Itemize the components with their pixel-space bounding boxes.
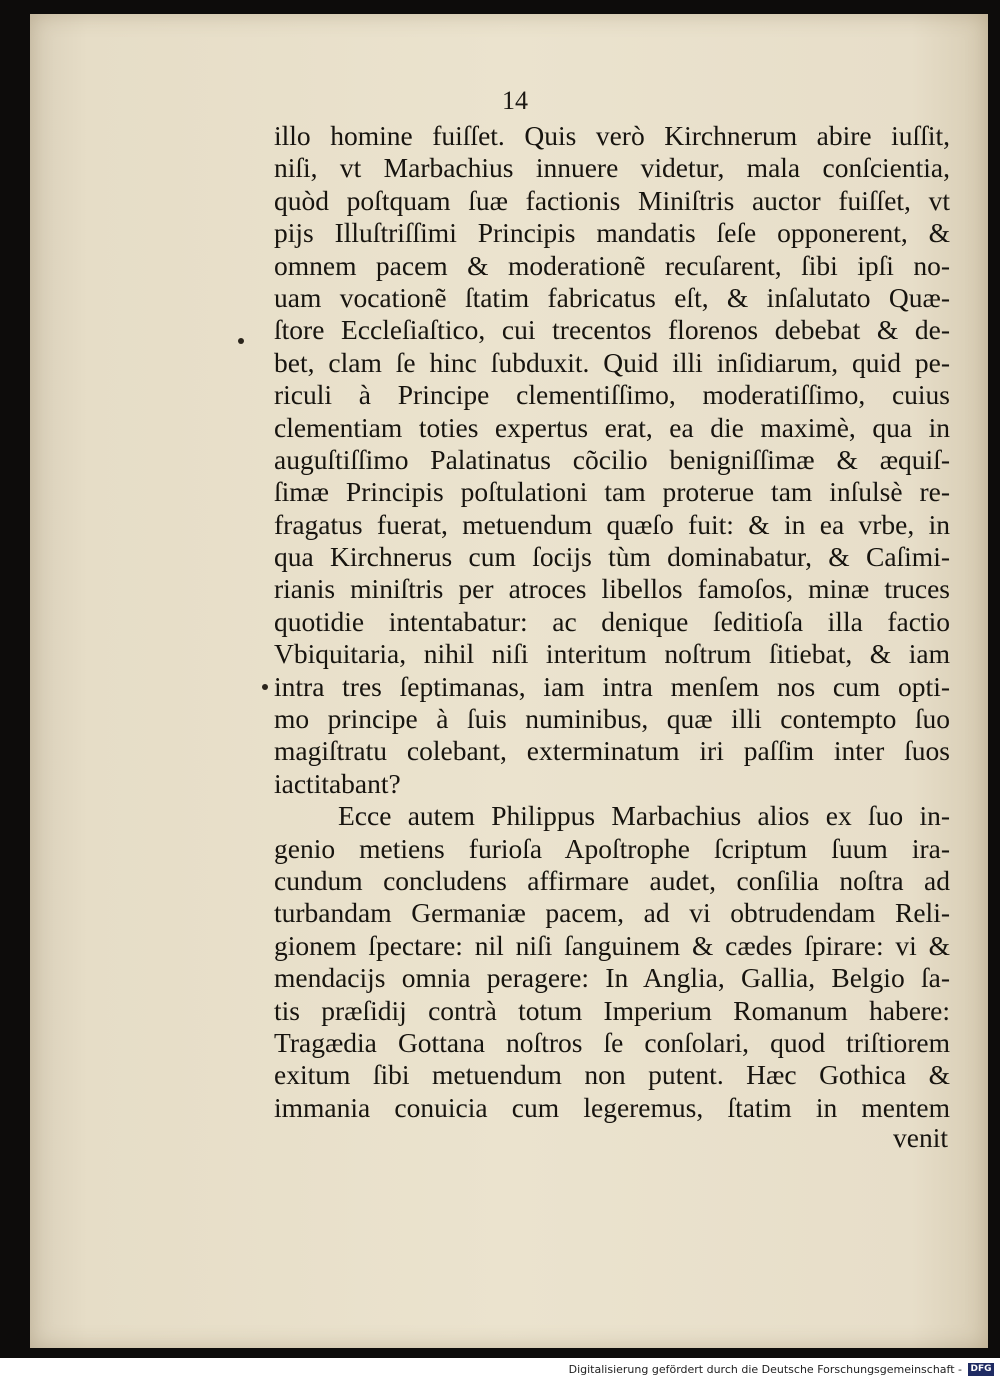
text-line: Tragædia Gottana noſtros ſe conſolari, quod triſtiorem	[274, 1026, 950, 1058]
margin-mark	[262, 684, 268, 690]
body-text	[274, 120, 950, 1124]
text-line: gionem ſpectare: nil niſi ſanguinem & cædes ſpirare: vi &	[274, 929, 950, 961]
text-line: mendacijs omnia peragere: In Anglia, Gallia, Belgio ſa-	[274, 962, 950, 994]
margin-mark	[238, 338, 244, 344]
text-line: niſi, vt Marbachius innuere videtur, mala conſcientia,	[274, 152, 950, 184]
text-line: Vbiquitaria, nihil niſi interitum noſtrum ſitiebat, & iam	[274, 638, 950, 670]
text-line: rianis miniſtris per atroces libellos famoſos, minæ truces	[274, 573, 950, 605]
text-line: turbandam Germaniæ pacem, ad vi obtrudendam Reli-	[274, 897, 950, 929]
text-line: omnem pacem & moderationẽ recuſarent, ſibi ipſi no-	[274, 249, 950, 281]
text-line: clementiam toties expertus erat, ea die maximè, qua in	[274, 411, 950, 443]
text-line: quòd poſtquam ſuæ factionis Miniſtris auctor fuiſſet, vt	[274, 184, 950, 216]
text-line: quotidie intentabatur: ac denique ſeditioſa illa factio	[274, 605, 950, 637]
text-line: ſimæ Principis poſtulationi tam proterue tam inſulsè re-	[274, 476, 950, 508]
text-line: uam vocationẽ ſtatim fabricatus eſt, & inſalutato Quæ-	[274, 281, 950, 313]
text-line: cundum concludens affirmare audet, conſilia noſtra ad	[274, 864, 950, 896]
text-line: riculi à Principe clementiſſimo, moderatiſſimo, cuius	[274, 379, 950, 411]
text-line: intra tres ſeptimanas, iam intra menſem nos cum opti-	[274, 670, 950, 702]
paragraph-start-line: Ecce autem Philippus Marbachius alios ex ſuo in-	[338, 800, 950, 832]
digitization-credit: Digitalisierung gefördert durch die Deutsche Forschungsgemeinschaft -	[568, 1363, 962, 1376]
text-line: iactitabant?	[274, 767, 401, 799]
text-line: ſtore Eccleſiaſtico, cui trecentos florenos debebat & de-	[274, 314, 950, 346]
text-line: auguſtiſſimo Palatinatus cõcilio benigniſſimæ & æquiſ-	[274, 443, 950, 475]
catchword: venit	[893, 1122, 948, 1153]
text-line: illo homine fuiſſet. Quis verò Kirchnerum abire iuſſit,	[274, 120, 950, 151]
book-page	[30, 14, 988, 1348]
text-line: magiſtratu colebant, exterminatum iri paſſim inter ſuos	[274, 735, 950, 767]
text-line: qua Kirchnerus cum ſocijs tùm dominabatur, & Caſimi-	[274, 541, 950, 573]
text-line: fragatus fuerat, metuendum quæſo fuit: & in ea vrbe, in	[274, 508, 950, 540]
page-number: 14	[502, 86, 528, 115]
dfg-logo: DFG	[968, 1363, 994, 1376]
text-line: pijs Illuſtriſſimi Principis mandatis ſeſe opponerent, &	[274, 217, 950, 249]
text-line: tis præſidij contrà totum Imperium Romanum habere:	[274, 994, 950, 1026]
text-line: exitum ſibi metuendum non putent. Hæc Gothica &	[274, 1059, 950, 1091]
text-line: immania conuicia cum legeremus, ſtatim in mentem	[274, 1091, 950, 1123]
text-line: mo principe à ſuis numinibus, quæ illi contempto ſuo	[274, 703, 950, 735]
text-line: genio metiens furioſa Apoſtrophe ſcriptum ſuum ira-	[274, 832, 950, 864]
text-line: bet, clam ſe hinc ſubduxit. Quid illi inſidiarum, quid pe-	[274, 346, 950, 378]
